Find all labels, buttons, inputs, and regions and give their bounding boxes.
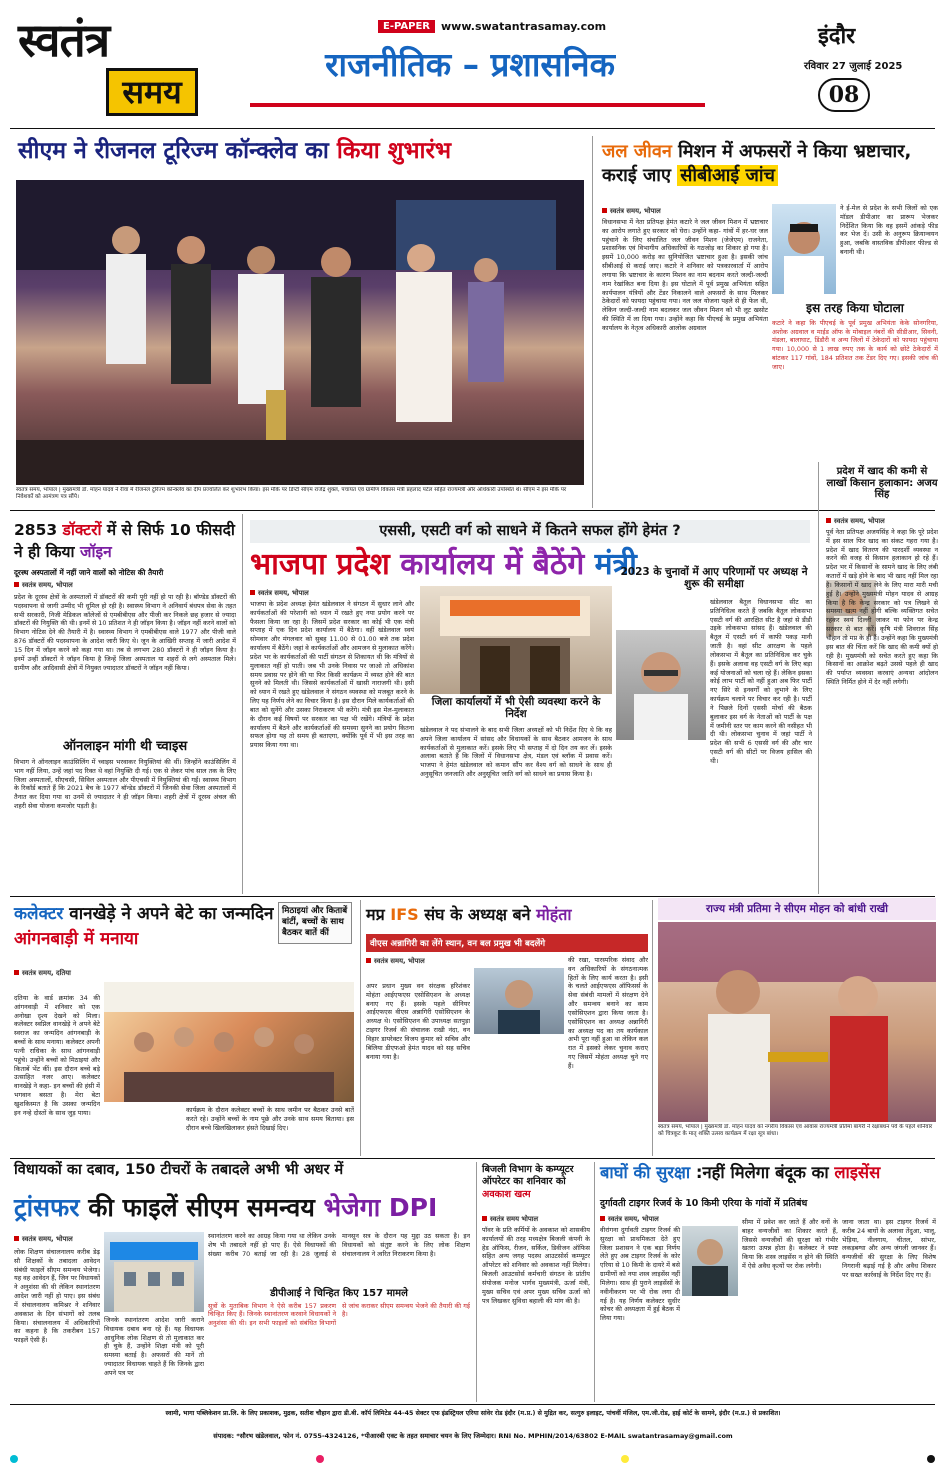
bijli-headline-a: बिजली विभाग के कम्प्यूटर ऑपरेटर का शनिवार को [482, 1164, 574, 1188]
doctors-headline-a: 2853 [14, 521, 63, 539]
bijli-body: पॉवर के प्रति कर्मियों के अवकाश को शासकीय कार्यालयों की तरह मध्यक्षेत्र बिजली कंपनी के हेड ऑफिस, रीजन, सर्किल, डिवीजन ऑफिस सहित अन्य जगह पदस्थ आउटसोर्स कम्प्यूटर ऑपरेटर को शनिवार को अवकाश नहीं मिलेगा। बिजली आउटसोर्स कर्मचारी संगठन के प्रांतीय संयोजक मनोज भार्गव मुख्यमंत्री, ऊर्जा मंत्री, मुख्य सचिव एवं अपर मुख्य सचिव ऊर्जा को पत्र लिखकर सुविधा बहाली की मांग की है। [482, 1226, 590, 1305]
ifs-headline-b: IFS [390, 905, 419, 924]
transfer-divider [476, 1162, 477, 1402]
bjp-sub-title: 2023 के चुनावों में आए परिणामों पर अध्यक्ष ने शुरू की समीक्षा [620, 566, 808, 591]
lead-photo [16, 180, 584, 485]
bjp-headline-c: मंत्री [594, 547, 637, 582]
row2-rule [10, 510, 935, 511]
jal-side-body: ने ई-मेल से प्रदेश के सभी जिलों को एक मॉडल डीपीआर का प्रारूप भेजकर निर्देशित किया कि वह इसमें आंकड़े फीड कर भेज दें। उसी के अनुरूप क्रियान्वयन हुआ, जबकि वास्तविक डीपीआर फील्ड से बनानी थी। [840, 204, 938, 257]
bjp-headline-a: भाजपा प्रदेश [250, 547, 401, 582]
bjp-kicker-text: एससी, एसटी वर्ग को साधने में कितने सफल होंगे हेमंत ? [250, 520, 810, 543]
mohanta-portrait-art [474, 968, 564, 1034]
transfer-headline-a: ट्रांसफर [14, 1193, 89, 1222]
transfer-body2: जिनके स्थानांतरण आदेश जारी कराने विधायक दबाव बना रहे हैं। यह विधायक आधुनिक लोक शिक्षण से तो मुलाकात कर ही चुके हैं, उन्होंने शिक्षा मंत्री को पूरी समस्या बताई है। अफसरों की मानें तो ज्यादातर विधायक चाहते हैं कि जिनके द्वारा अपने पत्र पर [104, 1316, 204, 1377]
collector-headline-a: कलेक्टर [14, 904, 70, 924]
ifs-body2: की रखा, पारस्परिक संवाद और वन अधिकारियों के संगठनात्मक हितों के लिए कार्य करता है। इसी के चलते आईएफएस ऑफिसर्स के सेवा संबंधी मामलों में संरक्षण देने और समन्वय बनाने का काम एसोसिएशन द्वारा किया जाता है। एसोसिएशन का अध्यक्ष अन्नागिरी का अध्यक्ष पद का तय कार्यकाल अभी पूरा नहीं हुआ था लेकिन कल रात में इसको लेकर चुनाव कराए गए जिसमें मोहंता अध्यक्ष चुने गए हैं। [568, 956, 648, 1070]
bijli-byline: स्वतंत्र समय भोपाल [482, 1214, 590, 1225]
transfer-box [208, 1288, 470, 1400]
rakhi-headline: राज्य मंत्री प्रतिमा ने सीएम मोहन को बांधी राखी [706, 903, 888, 915]
jal-headline-b: मिशन में अफसरों ने किया भ्रष्टाचार, कराई जाए [602, 141, 912, 187]
katare-portrait [772, 204, 836, 294]
dpi-building-photo [104, 1232, 204, 1312]
collector-body: दतिया के वार्ड क्रमांक 34 की आंगनवाड़ी में शनिवार को एक अनोखा दृश्य देखने को मिला। कलेक्टर स्वप्निल वानखेड़े ने अपने बेटे स्वराज का जन्मदिन आंगनबाड़ी के बच्चों के साथ मनाया। कलेक्टर अपनी पत्नी राधिका के साथ आंगनवाड़ी पहुंचे। उन्होंने बच्चों को मिठाइयां और किताबें भेंट कीं। इस दौरान बच्चे बड़े उत्साहित नजर आए। कलेक्टर वानखेड़े ने कहा- इन बच्चों की हंसी में भगवान बसता है। मेरा बेटा खुशकिस्मत है कि उसका जन्मदिन इन नन्हे दोस्तों के साथ जुड़ पाया। [14, 994, 100, 1117]
byline-marker-icon [14, 1236, 19, 1241]
ifs-headline [366, 906, 648, 924]
row4-rule [10, 1158, 935, 1159]
bjp-sub-body: खंडेलवाल बैतूल विधानसभा सीट का प्रतिनिधित्व करते हैं जबकि बैतूल लोकसभा एसटी वर्ग की आरक्षित सीट है जहां से डीडी उइके लोकसभा सांसद हैं। खंडेलवाल की बैतूल में एसटी वर्ग में काफी पकड़ मानी जाती है। वहां सीट आरक्षण के पहले लोकसभा में बैतूल का प्रतिनिधित्व कर चुके हैं। इसके अलावा वह एसटी वर्ग के लिए बड़ा कई योजनाओं को चला रहे हैं। लेकिन इसका कोई लाभ पार्टी को नहीं हुआ अब फिर पार्टी नए सिरे से इनवर्गों को लुभाने के लिए कार्यक्रम चलाने पर विचार कर रही है। पार्टी ने पिछले दिनों एससी मोर्चा की बैठक बुलाकर इस वर्ग के नेताओं को पार्टी के पक्ष में जमीनी स्तर पर काम करने की नसीहत भी दी थी। लोकसभा चुनाव में जहां पार्टी ने प्रदेश की सभी 6 एससी वर्ग की और चार एसटी वर्ग की सीटों पर विजय हासिल की थी। [710, 598, 812, 765]
transfer-box-body: सूत्रों के मुताबिक विभाग ने ऐसे करीब 157 प्रकरण चिन्हित किए हैं। जिनके स्थानांतरण करवाने विधायकों ने अनुशंसा की थी। इन सभी फाइलों को संबंधित विभागों से जांच कराकर सीएम समन्वय भेजने की तैयारी की गई है। [208, 1301, 470, 1328]
dpi-building-art [104, 1232, 204, 1312]
byline-marker-icon [250, 590, 255, 595]
masthead [0, 0, 945, 128]
transfer-byline: स्वतंत्र समय, भोपाल [14, 1234, 104, 1245]
transfer-body: लोक शिक्षण संचालनालय करीब डेढ़ सौ शिक्षकों के तबादला आवेदन संबंधी फाइलें सीएम समन्वय भेजेगा। यह वह आवेदन हैं, जिन पर विधायकों ने अनुशंसा की थी लेकिन स्थानांतरण आदेश जारी नहीं हो पाए। इस संबंध में संचालनालय कमिश्नर ने शनिवार अवकाश के दिन संभागों को तलब किया। संचालनालय में अधिकारियों का कहना है कि तकरीबन 157 फाइलें ऐसी हैं। [14, 1248, 100, 1345]
tiger-subhead: दुर्गावती टाइगर रिजर्व के 10 किमी एरिया के गांवों में प्रतिबंध [600, 1198, 808, 1209]
page-number: 08 [828, 82, 860, 108]
bjp-photo-caption-body: खंडेलवाल ने पद संभालने के बाद सभी जिला अध्यक्षों को भी निर्देश दिए थे कि वह अपने जिला कार्यालय में सांसद और विधायकों के साथ बैठकर आमजन के साथ कार्यकर्ताओं से मुलाकात करें। इसके लिए भी सप्ताह में दो दिन तय कर लें। इसके अलावा बताते हैं कि जिलों में विधानसभा क्षेत्र, मंडल एवं ब्लॉक में प्रवास करें। भाजपा ने हेमंत खंडेलवाल को कमान सौंप कर वैश्य वर्ग को साधने के साथ ही अनुसूचित जनजाति और अनुसूचित जाति वर्ग को साधने का प्रयास किया है। [420, 726, 612, 779]
tiger-byline: स्वतंत्र समय, भोपाल [600, 1214, 710, 1225]
website-link[interactable]: www.swatantrasamay.com [441, 20, 607, 33]
byline-marker-icon [602, 208, 607, 213]
rakhi-photo [658, 922, 936, 1122]
tiger-headline-c: लाइसेंस [834, 1163, 881, 1182]
bjp-headline-b: कार्यालय में बैठेंगे [400, 547, 595, 582]
lead-headline-a: सीएम ने रीजनल टूरिज्म कॉन्क्लेव का [18, 138, 337, 164]
footer-rule [10, 1404, 935, 1405]
page-number-badge [818, 78, 870, 112]
row3-rule [10, 896, 935, 897]
jal-box-title: इस तरह किया घोटाला [806, 301, 904, 315]
collector-headline [14, 902, 276, 951]
city-name: इंदौर [818, 23, 856, 49]
doctors-headline-d: जॉइन [79, 542, 112, 561]
reg-mark-icon [316, 1455, 324, 1463]
byline-marker-icon [826, 518, 831, 523]
rakhi-photo-art [658, 922, 936, 1122]
transfer-headline [14, 1194, 470, 1223]
doctors-headline-b: डॉक्टरों [62, 521, 102, 539]
lead-photo-art [16, 180, 584, 485]
tiger-body: वीरांगना दुर्गावती टाइगर रिजर्व की सुरक्षा को प्राथमिकता देते हुए जिला प्रशासन ने एक बड़ा निर्णय लेते हुए अब टाइगर रिजर्व के कोर एरिया से 10 किमी के दायरे में बसे ग्रामीणों को नया शस्त्र लाइसेंस नहीं मिलेगा। साथ ही पुराने लाइसेंसों के नवीनीकरण पर भी रोक लगा दी गई है। यह निर्णय कलेक्टर सुधीर कोचर की अध्यक्षता में हुई बैठक में लिया गया। [600, 1226, 680, 1323]
collector-photo-art [104, 982, 354, 1102]
registration-marks [0, 1455, 945, 1463]
jal-body: विधानसभा में नेता प्रतिपक्ष हेमंत कटारे ने जल जीवन मिशन में भ्रष्टाचार का आरोप लगाते हुए सरकार को घेरा। उन्होंने कहा- गांवों में हर-घर जल पहुंचाने के लिए संचालित जल जीवन मिशन (जेजेएम) राजनेता, प्रशासनिक एवं विभागीय अधिकारियों के गठजोड़ का शिकार हो गया है। इसमें 10,000 करोड़ का सुनियोजित भ्रष्टाचार हुआ है। इसकी जांच सीबीआई से कराई जाए। कटारे ने शनिवार को पत्रकारवार्ता में आरोप लगाया कि भ्रष्टाचार के कारण मिशन का नाम बदनाम करते जल्दी-जल्दी नाम रेखांकित बना दिया है। इस घोटाले में पूर्व प्रमुख अभियंता सहित कार्यपालन यंत्रियों और टेंडर निकालने वाले अफसरों के साथ मिलकर ठेकेदारों को फायदा पहुंचाया गया। नल जल योजना पहले से ही फेल थी, लेकिन जल्दी-जल्दी नाम बदलकर जल जीवन मिशन को भी लूट खसोट की स्थिति में ला दिया गया। उन्होंने कहा कि पीएचई के प्रमुख अभियंता कार्यालय के नेतृत्व अधिकारी आलोक अग्रवाल [602, 218, 768, 332]
mohanta-portrait [474, 968, 564, 1034]
doctors-byline: स्वतंत्र समय, भोपाल [14, 580, 236, 591]
tiger-headline-a: बाघों की सुरक्षा [600, 1163, 696, 1182]
footer-line1: स्वामी, भागा पब्लिकेशन प्रा.लि. के लिए प्रकाशक, मुद्रक, सतीश चौहान द्वारा डी.बी. कॉर्प लिमिटेड 44-45 सेक्टर एफ इंडस्ट्रियल एरिया सांवेर रोड इंदौर (म.प्र.) से मुद्रित कर, सत्गुरु इलाइट, पांचवीं मंजिल, एम.जी.रोड, हाई कोर्ट के सामने, इंदौर (म.प्र.) से प्रकाशित। [165, 1410, 781, 1417]
collector-byline: स्वतंत्र समय, दतिया [14, 968, 174, 979]
ifs-headline-a: मप्र [366, 905, 391, 924]
collector-body2: कार्यक्रम के दौरान कलेक्टर बच्चों के साथ जमीन पर बैठकर उनसे बातें करते रहे। उन्होंने बच्चों के नाम पूछे और उनके साथ समय बिताया। इस दौरान बच्चे खिलखिलाकर हंसते दिखाई दिए। [186, 1106, 354, 1132]
byline-marker-icon [366, 958, 371, 963]
ifs-body: अपर प्रधान मुख्य वन संरक्षक हरिशंकर मोहंता आईएफएस एसोसिएशन के अध्यक्ष बनाए गए हैं। इसके पहले सीनियर आईएफएस वीएस अन्नागिरी एसोसिएशन के अध्यक्ष थे। एसोसिएशन की उपाध्यक्ष सतपुड़ा टाइगर रिजर्व की संचालक राखी नंदा, वन विहार डायरेक्टर विजय कुमार को सचिव और बिलिया डीएफओ हेमंत यादव को सह सचिव बनाया गया है। [366, 982, 470, 1061]
logo-bottom-box [106, 68, 198, 116]
ifs-headline-c: संघ के अध्यक्ष बने [418, 905, 537, 924]
reg-mark-icon [10, 1455, 18, 1463]
transfer-box-title: डीपीआई ने चिन्हित किए 157 मामले [270, 1288, 408, 1299]
section-title: राजनीतिक – प्रशासनिक [325, 45, 615, 84]
tiger-body3: जाना जाता था। इस टाइगर रिजर्व में करीब 24 बाघों के अलावा तेंदुआ, भालू, भेड़िया, नीलगाय, चीतल, सांभर, लकड़बग्घा और अन्य जंगली जानवर हैं। वन्यजीवों की सुरक्षा के लिए विशेष निगरानी बढ़ाई गई है और अवैध शिकार पर सख्त कार्रवाई के निर्देश दिए गए हैं। [842, 1218, 936, 1279]
transfer-body3: स्थानांतरण करने का आग्रह किया गया था लेकिन उनके शेष भी तबादले नहीं हो पाए हैं। ऐसे विधायकों की संख्या करीब 70 बताई जा रही है। 28 जुलाई से मानसून सत्र के दौरान यह मुद्दा उठ सकता है। इन विधायकों को संतुष्ट करने के लिए लोक शिक्षण संचालनालय ने त्वरित निराकरण किया है। [208, 1232, 470, 1258]
bijli-headline [482, 1164, 590, 1201]
jal-headline-a: जल जीवन [602, 141, 679, 162]
doctors-headline [14, 520, 236, 563]
khad-byline: स्वतंत्र समय, भोपाल [826, 516, 938, 527]
tiger-body2: सीमा में प्रवेश कर जाते हैं और वनों के बाहर वन्यजीवों का शिकार करते हैं, जिससे वन्यजीवों की सुरक्षा को गंभीर खतरा उत्पन्न होता है। कलेक्टर ने स्पष्ट किया कि शस्त्र लाइसेंस न होने की स्थिति में ऐसे अवैध कृत्यों पर रोक लगेगी। [742, 1218, 838, 1271]
collector-photo [104, 982, 354, 1102]
khad-headline: प्रदेश में खाद की कमी से लाखों किसान हलाकान: अजय सिंह [826, 466, 938, 500]
bijli-headline-b: अवकाश खत्म [482, 1188, 531, 1200]
byline-marker-icon [14, 582, 19, 587]
section-underline [250, 103, 705, 107]
transfer-headline-c: भेजेगा DPI [323, 1193, 438, 1222]
issue-date: रविवार 27 जुलाई 2025 [804, 61, 903, 72]
reg-mark-icon [621, 1455, 629, 1463]
jal-box-body: कटारे ने कहा कि पीएचई के पूर्व प्रमुख अभियंता केके सोनगरिया, अशोक अग्रवाल व माईड ऑफ के मोबाइल नंबरों की सीडीआर, सिवनी, मंडला, बालाघाट, डिंडौरी व अन्य जिलों में ठेकेदारों को फायदा पहुंचाया गया। 10,000 से 1 लाख रुपए तक के कार्य को छोटे ठेकेदारों में बांटकर 117 गांवों, 184 प्रतिशत तक टेंडर दिए गए। इसकी जांच की जाए। [772, 318, 938, 371]
byline-marker-icon [600, 1216, 605, 1221]
logo [18, 14, 198, 119]
lead-caption: स्वतंत्र समय, भोपाल | मुख्यमंत्री डॉ. मोहन यादव ने रीवा में रीजनल टूरिज्म कॉन्क्लेव का दीप प्रज्वलित कर शुभारंभ किया। इस मौके पर डिप्टी सीएम राजेंद्र शुक्ल, पंचायत एवं ग्रामीण विकास मंत्री प्रहलाद पटेल सहित राज्यमंत्री और अधिकारी उपस्थित थे। सीएम ने इस मौके पर निवेशकों को आमंत्रण पत्र सौंपे। [16, 487, 567, 501]
logo-bottom: समय [122, 73, 182, 111]
ifs-subhead: वीएस अन्नागिरी का लेंगे स्थान, वन बल प्रमुख भी बदलेंगे [366, 934, 648, 952]
bjp-body: भाजपा के प्रदेश अध्यक्ष हेमंत खंडेलवाल ने संगठन में सुधार लाने और कार्यकर्ताओं की परेशानी को ध्यान में रखते हुए नया प्रयोग करने पर फैसला किया जा रहा है। जिसमें प्रदेश सरकार का कोई भी एक मंत्री सप्ताह में एक दिन प्रदेश कार्यालय में बैठेगा। वहीं खंडेलवाल स्वयं सोमवार और मंगलवार को सुबह 11.00 से 01.00 बजे तक प्रदेश कार्यालय में बैठेंगे। जहां वे कार्यकर्ताओं और आमजन से मुलाकात करेंगे। प्रदेश भर के कार्यकर्ताओं की पार्टी संगठन से शिकायत थी कि मंत्रियों से मुलाकात नहीं हो पाती। जब भी उनके निवास पर जाओ तो अधिकांश समय प्रवास पर होने की या फिर किसी कार्यक्रम में व्यस्त होने की बात सुनने को मिलती थी। जिससे कार्यकर्ताओं में खासी नाराजगी थी। इसी को ध्यान में रखते हुए खंडेलवाल ने संगठन व्यवस्था को मजबूत करने के लिए यह निर्णय लेने का विचार किया है। इस दौरान मिले कार्यकर्ताओं की बात को सुनेंगे और उसका निराकरण भी करेंगे। मंत्री इस मेल-मुलाकात के दौरान कई विषयों पर सरकार का पक्ष भी रखेंगे। मंत्रियों के प्रदेश कार्यालय में बैठने और कार्यकर्ताओं की समस्या सुनने का प्रयोग कितना सफल होगा यह तो समय ही बताएगा, क्योंकि पूर्व में भी इस तरह का प्रयास किया गया था। [250, 600, 414, 750]
doctors-box-title: ऑनलाइन मांगी थी च्वाइस [62, 739, 188, 754]
collector-divider [360, 900, 361, 1156]
bjp-office-art [420, 586, 612, 694]
bijli-divider [594, 1162, 595, 1402]
collector-headline-c: आंगनबाड़ी में मनाया [14, 928, 139, 949]
jal-headline-c: सीबीआई जांच [677, 165, 778, 186]
doctors-box [14, 740, 236, 892]
masthead-rule [10, 128, 935, 129]
transfer-kicker: विधायकों का दबाव, 150 टीचरों के तबादले अभी भी अधर में [14, 1162, 344, 1178]
doctors-body: प्रदेश के दूरस्थ क्षेत्रों के अस्पतालों में डॉक्टरों की कमी पूरी नहीं हो पा रही है। बॉण्डेड डॉक्टरों की पदस्थापना से जागी उम्मीद भी धूमिल हो रही है। स्वास्थ्य विभाग ने अनिवार्य बंधपत्र सेवा के तहत सभी सरकारी, निजी मेडिकल कॉलेजों से एमबीबीएस और पीजी कर निकले छह हजार से ज्यादा डॉक्टरों की नियुक्ति की थी। इनमें से 10 प्रतिशत ने ही जॉइन किया है। जॉइन नहीं करने वालों को विभाग नोटिस देने की तैयारी में है। स्वास्थ्य विभाग ने एमबीबीएस वाले 1977 और पीजी वाले 876 डॉक्टरों की पदस्थापना के आदेश जारी किए थे। जून के आखिरी सप्ताह में जारी आदेश में 15 दिन में जॉइन करने को कहा गया था। तब से लगभग 280 डॉक्टरों ने ही जॉइन किया है। इनमें उन्हीं डॉक्टरों ने जॉइन किया है जिन्हें जिला अस्पताल या शहरों से लगे अस्पताल मिले। ग्रामीण और आदिवासी क्षेत्रों में नियुक्त ज्यादातर डॉक्टरों ने जॉइन नहीं किया। [14, 593, 236, 672]
jal-headline [602, 140, 937, 189]
bjp-byline: स्वतंत्र समय, भोपाल [250, 588, 420, 599]
doctors-divider [242, 514, 243, 894]
doctors-headline-c: में से सिर्फ 10 फीसदी ने ही किया [14, 521, 235, 561]
lead-headline [18, 138, 578, 164]
jal-byline: स्वतंत्र समय, भोपाल [602, 206, 742, 217]
reg-mark-icon [927, 1455, 935, 1463]
bjp-photo-caption-title: जिला कार्यालयों में भी ऐसी व्यवस्था करने के निर्देश [431, 696, 601, 721]
collector-headline-b: वानखेड़े ने अपने बेटे का जन्मदिन [69, 904, 274, 924]
byline-marker-icon [14, 970, 19, 975]
doctors-subhead: दूरस्थ अस्पतालों में नहीं जाने वालों को नोटिस की तैयारी [14, 568, 164, 577]
bjp-office-photo [420, 586, 612, 694]
doctors-box-body: विभाग ने ऑनलाइन काउंसिलिंग में च्वाइस भरवाकर नियुक्तियां की थीं। जिन्होंने काउंसिलिंग में भाग नहीं लिया, उन्हें जहां पद रिक्त थे वहां नियुक्ति दी गई। एक से लेकर पांच साल तक के लिए जिला अस्पतालों, सीएचसी, सिविल अस्पताल और पीएचसी में नियुक्तियां की गईं। स्वास्थ्य विभाग के रिकॉर्ड बताते हैं कि 2021 बैच के 1977 बॉन्डेड डॉक्टरों में जिनकी सेवा जिला अस्पतालों में तैनात कर दिया गया था उनमें से ज्यादातर ने ही जॉइन किया। शहरी क्षेत्रों में दूरस्थ अंचल की शहरी सेवा योजना कमजोर पड़ती है। [14, 757, 236, 811]
khad-body: पूर्व नेता प्रतिपक्ष अजयसिंह ने कहा कि पूरे प्रदेश में इस साल फिर खाद का संकट गहरा गया है। प्रदेश में खाद वितरण की पारदर्शी व्यवस्था न करने की वजह से किसान हलाकान हो रहे हैं। प्रदेश भर में किसानों के सामने खाद के लिए लंबी कतारों में खड़े होने के बाद भी खाद नहीं मिल रहा है। किसानों में खाद लेने के लिए मारा मारी मची हुई है। उन्होंने मुख्यमंत्री मोहन यादव से आग्रह किया है कि केन्द्र सरकार को पत्र लिखने से समस्या खत्म नहीं होगी बल्कि व्यक्तिगत सचेत रहकर स्वयं दिल्ली जाकर या फोन पर केन्द्र सरकार से बात करें। कृषि मंत्री शिवराज सिंह चौहान तो मप्र के ही हैं। उन्होंने कहा कि मुख्यमंत्री इस बात की चिंता करें कि खाद की कमी क्यों हो रही है। मुख्यमंत्री को सचेत करते हुए कहा कि किसानों का आक्रोश बढ़ते उससे पहले ही खाद की पर्याप्त व्यवस्था करवाएं अन्यथा आंदोलन स्थिति निर्मित होने में देर नहीं लगेगी। [826, 528, 938, 687]
lead-headline-b: किया शुभारंभ [336, 138, 452, 164]
ifs-body-cont [474, 1038, 564, 1154]
lead-right-divider [592, 136, 593, 508]
rakhi-headline-bar [658, 898, 936, 920]
footer-line2: संपादक: *सौरभ खंडेलवाल, फोन नं. 0755-4324126, *पीआरबी एक्ट के तहत समाचार चयन के लिए जिम्मेदार। RNI No. MPHIN/2014/63802 E-MAIL swatantrasamay@gmail.com [213, 1432, 733, 1440]
tiger-headline-b: :नहीं मिलेगा बंदूक का [695, 1163, 835, 1182]
ifs-byline: स्वतंत्र समय, भोपाल [366, 956, 476, 967]
collector-side-note: मिठाइयां और किताबें बांटीं, बच्चों के साथ बैठकर बातें कीं [278, 902, 352, 944]
jal-photo [772, 204, 836, 294]
bjp-divider [818, 462, 819, 894]
ifs-divider [652, 900, 653, 1156]
epaper-bar [378, 20, 606, 33]
rakhi-caption: स्वतंत्र समय, भोपाल | मुख्यमंत्री डॉ. मोहन यादव को नगरीय विकास एवं आवास राज्यमंत्री प्रतिमा बागरी ने रक्षाबंधन पर्व के पहले शनिवार को चित्रकूट के मातृ शक्ति उत्सव कार्यक्रम में रक्षा सूत्र बांधा। [658, 1124, 933, 1138]
ifs-headline-d: मोहंता [536, 905, 572, 924]
epaper-label: E-PAPER [378, 20, 435, 33]
byline-marker-icon [482, 1216, 487, 1221]
logo-top: स्वतंत्र [18, 13, 110, 67]
tiger-headline [600, 1164, 936, 1183]
transfer-headline-b: की फाइलें सीएम समन्वय [88, 1193, 324, 1222]
